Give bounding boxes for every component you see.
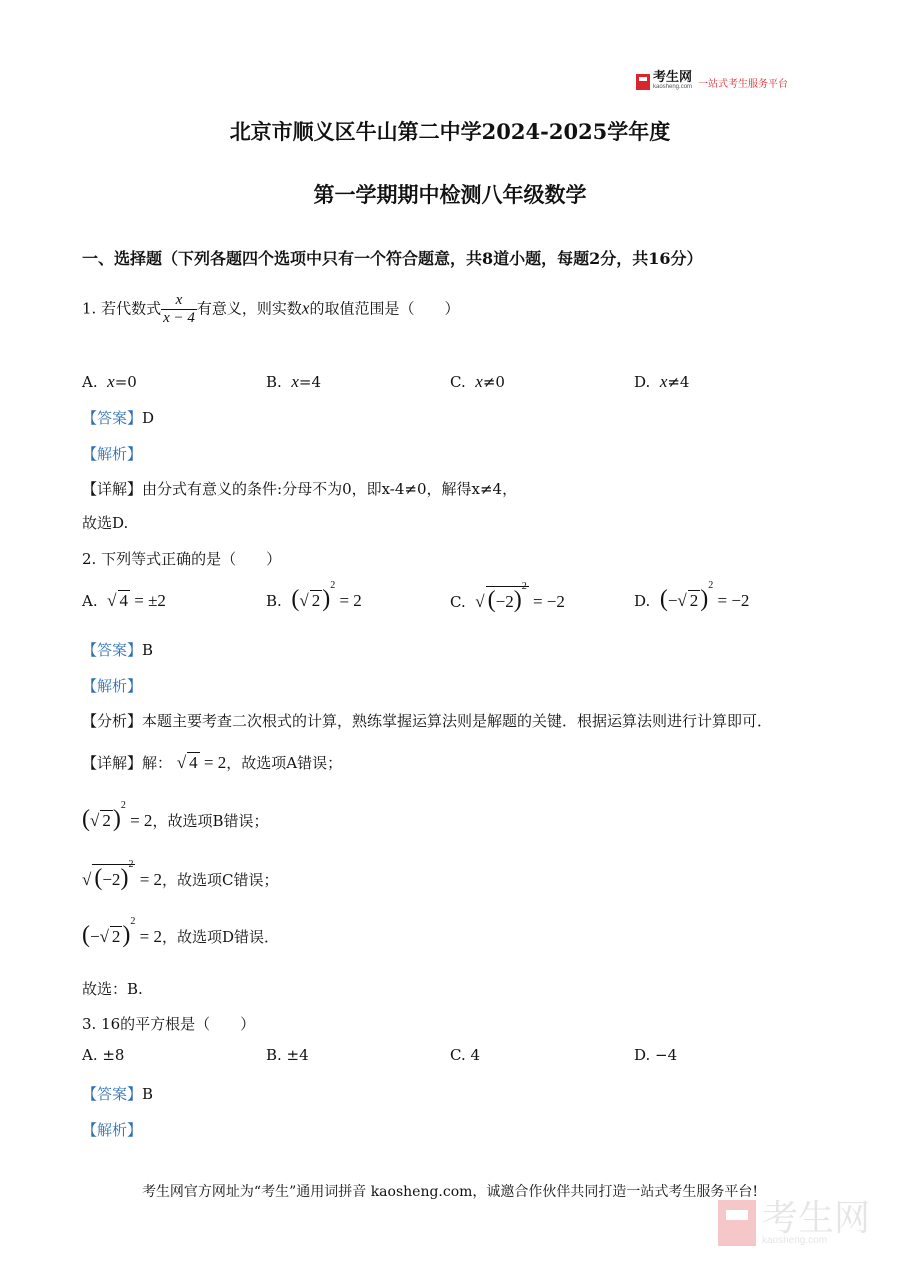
q2-option-a: A. √ 4 = ±2 [82, 591, 166, 610]
q3-option-a: A. ±8 [82, 1046, 125, 1064]
q2-option-c: C. √ $(-2)^2 = -2$ [450, 581, 565, 613]
q2-detail-2: (√ 2)$^2$ = 2，故选项B错误； [82, 800, 269, 832]
q2-answer: 【答案】B [82, 641, 154, 659]
q1-option-d: D. x≠4 [634, 372, 690, 391]
q1-analysis-tag: 【解析】 [82, 445, 143, 463]
q1-option-a: A. x=0 [82, 372, 137, 391]
section-heading: 一、选择题（下列各题四个选项中只有一个符合题意，共8道小题，每题2分，共16分） [82, 249, 703, 268]
q1-answer: 【答案】D [82, 409, 155, 427]
q3-option-d: D. −4 [634, 1046, 678, 1064]
logo-slogan: 一站式考生服务平台 [698, 78, 789, 90]
logo-domain: kaosheng.com [653, 84, 693, 90]
q2-detail-3: √ $(-2)^2 = 2$，故选项C错误； [82, 859, 279, 891]
q2-detail-1: 【详解】解： √ 4 = 2，故选项A错误； [82, 753, 343, 772]
page-title-line2: 第一学期期中检测八年级数学 [313, 182, 587, 207]
question-2-stem: 2. 下列等式正确的是（ ） [82, 550, 282, 568]
q3-answer: 【答案】B [82, 1085, 154, 1103]
q3-option-c: C. 4 [450, 1046, 481, 1064]
page-title-line1: 北京市顺义区牛山第二中学2024-2025学年度 [229, 119, 671, 144]
question-3-stem: 3. 16的平方根是（ ） [82, 1015, 256, 1033]
watermark [718, 1197, 871, 1246]
q2-analysis-tag: 【解析】 [82, 677, 143, 695]
kaosheng-watermark-icon [718, 1200, 756, 1246]
page-footer: 考生网官方网址为“考生”通用词拼音 kaosheng.com，诚邀合作伙伴共同打造一站式考生服务平台! [141, 1184, 759, 1200]
q2-option-d: D. (−√ 2)$^2$ = −2 [634, 580, 750, 612]
q3-option-b: B. ±4 [266, 1046, 309, 1064]
q2-fenxi: 【分析】本题主要考查二次根式的计算，熟练掌握运算法则是解题的关键．根据运算法则进行计算即可． [82, 712, 773, 730]
q3-analysis-tag: 【解析】 [82, 1121, 143, 1139]
question-1-stem: 1. 若代数式 $\frac{x}{x - 4}$ 有意义，则实数x的取值范围是（ ） [82, 292, 460, 326]
q1-option-b: B. x=4 [266, 372, 322, 391]
header-logo [636, 69, 789, 92]
watermark-brand: 考生网 [762, 1197, 871, 1238]
watermark-domain: kaosheng.com [762, 1235, 828, 1246]
q1-conclusion: 故选D. [82, 514, 129, 532]
kaosheng-logo-icon [636, 74, 650, 90]
fraction: $\frac{x}{x - 4}$ [163, 292, 195, 326]
logo-brand: 考生网 [653, 69, 693, 84]
q1-detail: 【详解】由分式有意义的条件:分母不为0，即x-4≠0，解得x≠4， [82, 480, 518, 498]
q2-conclusion: 故选：B. [82, 980, 143, 998]
q2-detail-4: (−√ 2)$^2$ = 2，故选项D错误． [82, 916, 280, 948]
q1-option-c: C. x≠0 [450, 372, 505, 391]
q2-option-b: B. (√ 2)$^2$ = 2 [266, 580, 362, 612]
